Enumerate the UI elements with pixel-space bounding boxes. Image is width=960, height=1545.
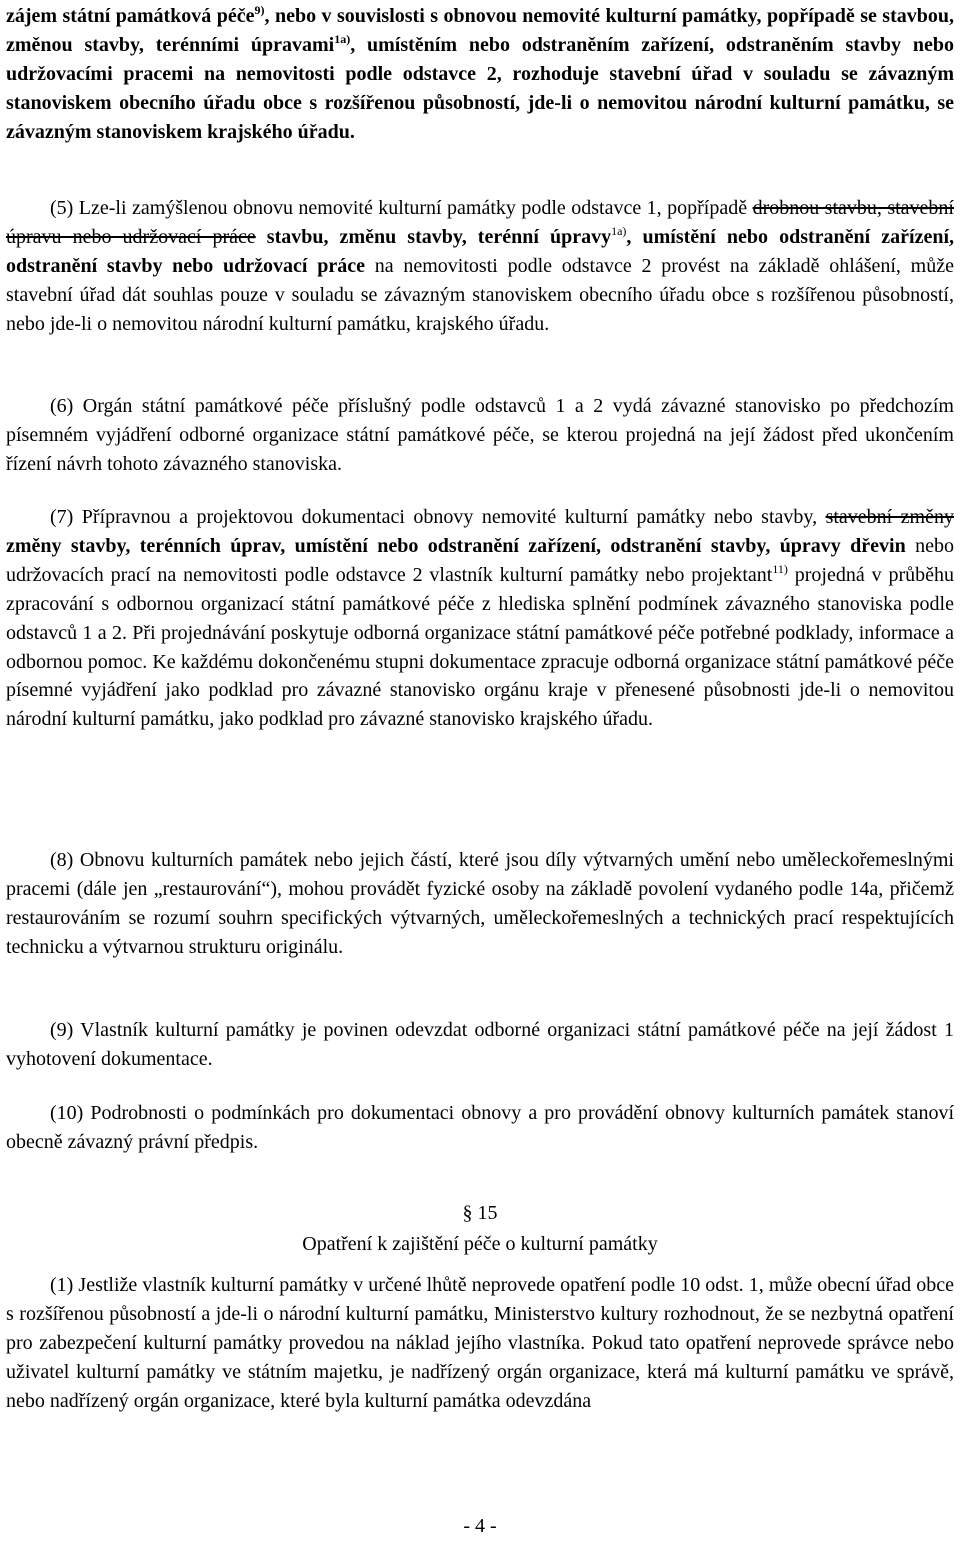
deleted-text: stavební změny [825, 506, 954, 528]
section-number: § 15 [462, 1202, 498, 1224]
text-run: nebo udržovacích prací na nemovitosti podle odstavce 2 vlastník kulturní památky nebo projektant [6, 534, 954, 586]
text-run: (9) Vlastník kulturní památky je povinen odevzdat odborné organizaci státní památkové péče na její žádost 1 vyhotovení dokumentace. [6, 1019, 954, 1070]
deleted-text: drobnou stavbu, stavební úpravu nebo udržovací práce [6, 197, 954, 248]
page-number: - 4 - [463, 1515, 497, 1537]
footnote-ref: 1a) [611, 223, 627, 238]
text-run: zájem státní památková péče [6, 5, 255, 27]
text-run: projedná v průběhu zpracování s odbornou organizací státní památkové péče z hlediska splnění podmínek závazného stanoviska podle odstavců 1 a 2. Při projednávání poskytuje odborná organizace státní památkové péče potřebné podklady, informace a odbornou pomoc. Ke každému dokončenému stupni dokumentace zpracuje odborná organizace státní památkové péče písemné vyjádření jako podklad pro závazné stanovisko orgánu kraje v přenesené působnosti jde-li o nemovitou národní kulturní památku, jako podklad pro závazné stanovisko krajského úřadu. [6, 563, 954, 731]
inserted-text: stavbu, změnu stavby, terénní úpravy [255, 225, 612, 248]
footnote-ref: 1a) [334, 31, 351, 46]
paragraph-8 [6, 846, 954, 962]
paragraph-7 [6, 503, 954, 734]
text-run: (8) Obnovu kulturních památek nebo jejich částí, které jsou díly výtvarných umění nebo uměleckořemeslnými pracemi (dále jen „restaurování“), mohou provádět fyzické osoby na základě povolení vydaného podle 14a, přičemž restaurováním se rozumí souhrn specifických výtvarných, uměleckořemeslných a technických prací respektujících technicku a výtvarnou strukturu originálu. [6, 849, 954, 958]
footnote-ref: 9) [254, 3, 265, 17]
section-title: Opatření k zajištění péče o kulturní památky [302, 1233, 658, 1255]
inserted-text: , umístění nebo odstranění zařízení, odstranění stavby nebo udržovací práce [6, 225, 954, 277]
text-run: (1) Jestliže vlastník kulturní památky v určené lhůtě neprovede opatření podle 10 odst. 1, může obecní úřad obce s rozšířenou působností a jde-li o národní kulturní památku, Ministerstvo kultury rozhodnout, že se nezbytná opatření pro zabezpečení kulturní památky provedou na náklad jejího vlastníka. Pokud tato opatření neprovede správce nebo uživatel kulturní památky ve státním majetku, je nadřízený orgán organizace, která má kulturní památku ve správě, nebo nadřízený orgán organizace, které byla kulturní památka odevzdána [6, 1274, 954, 1412]
paragraph-10 [6, 1099, 954, 1157]
inserted-text: změny stavby, terénních úprav, umístění nebo odstranění zařízení, odstranění stavby, úpravy dřevin [6, 534, 906, 557]
text-run: , nebo v souvislosti s obnovou nemovité kulturní památky, popřípadě se stavbou, změnou stavby, terénními úpravami [6, 5, 954, 56]
footnote-ref: 11) [772, 561, 788, 576]
text-run: na nemovitosti podle odstavce 2 provést na základě ohlášení, může stavební úřad dát souhlas pouze v souladu se závazným stanoviskem obecního úřadu obce s rozšířenou působností, nebo jde-li o nemovitou národní kulturní památku, krajského úřadu. [6, 254, 954, 335]
section-sign-icon: § [462, 1202, 473, 1224]
paragraph-5 [6, 194, 954, 339]
paragraph-continuation [6, 2, 954, 147]
text-run: , umístěním nebo odstraněním zařízení, odstraněním stavby nebo udržovacími pracemi na nemovitosti podle odstavce 2, rozhoduje stavební úřad v souladu se závazným stanoviskem obecního úřadu obce s rozšířenou působností, jde-li o nemovitou národní kulturní památku, se závazným stanoviskem krajského úřadu. [6, 33, 954, 143]
text-run: (5) Lze-li zamýšlenou obnovu nemovité kulturní památky podle odstavce 1, popřípadě [50, 197, 753, 219]
paragraph-6 [6, 392, 954, 479]
paragraph-9 [6, 1016, 954, 1074]
text-run: (6) Orgán státní památkové péče příslušný podle odstavců 1 a 2 vydá závazné stanovisko po předchozím písemném vyjádření odborné organizace státní památkové péče, se kterou projedná na její žádost před ukončením řízení návrh tohoto závazného stanoviska. [6, 395, 954, 475]
text-run: (7) Přípravnou a projektovou dokumentaci obnovy nemovité kulturní památky nebo stavby, [50, 506, 826, 528]
section-paragraph-1 [6, 1271, 954, 1416]
text-run: (10) Podrobnosti o podmínkách pro dokumentaci obnovy a pro provádění obnovy kulturních památek stanoví obecně závazný právní předpis. [6, 1102, 954, 1153]
